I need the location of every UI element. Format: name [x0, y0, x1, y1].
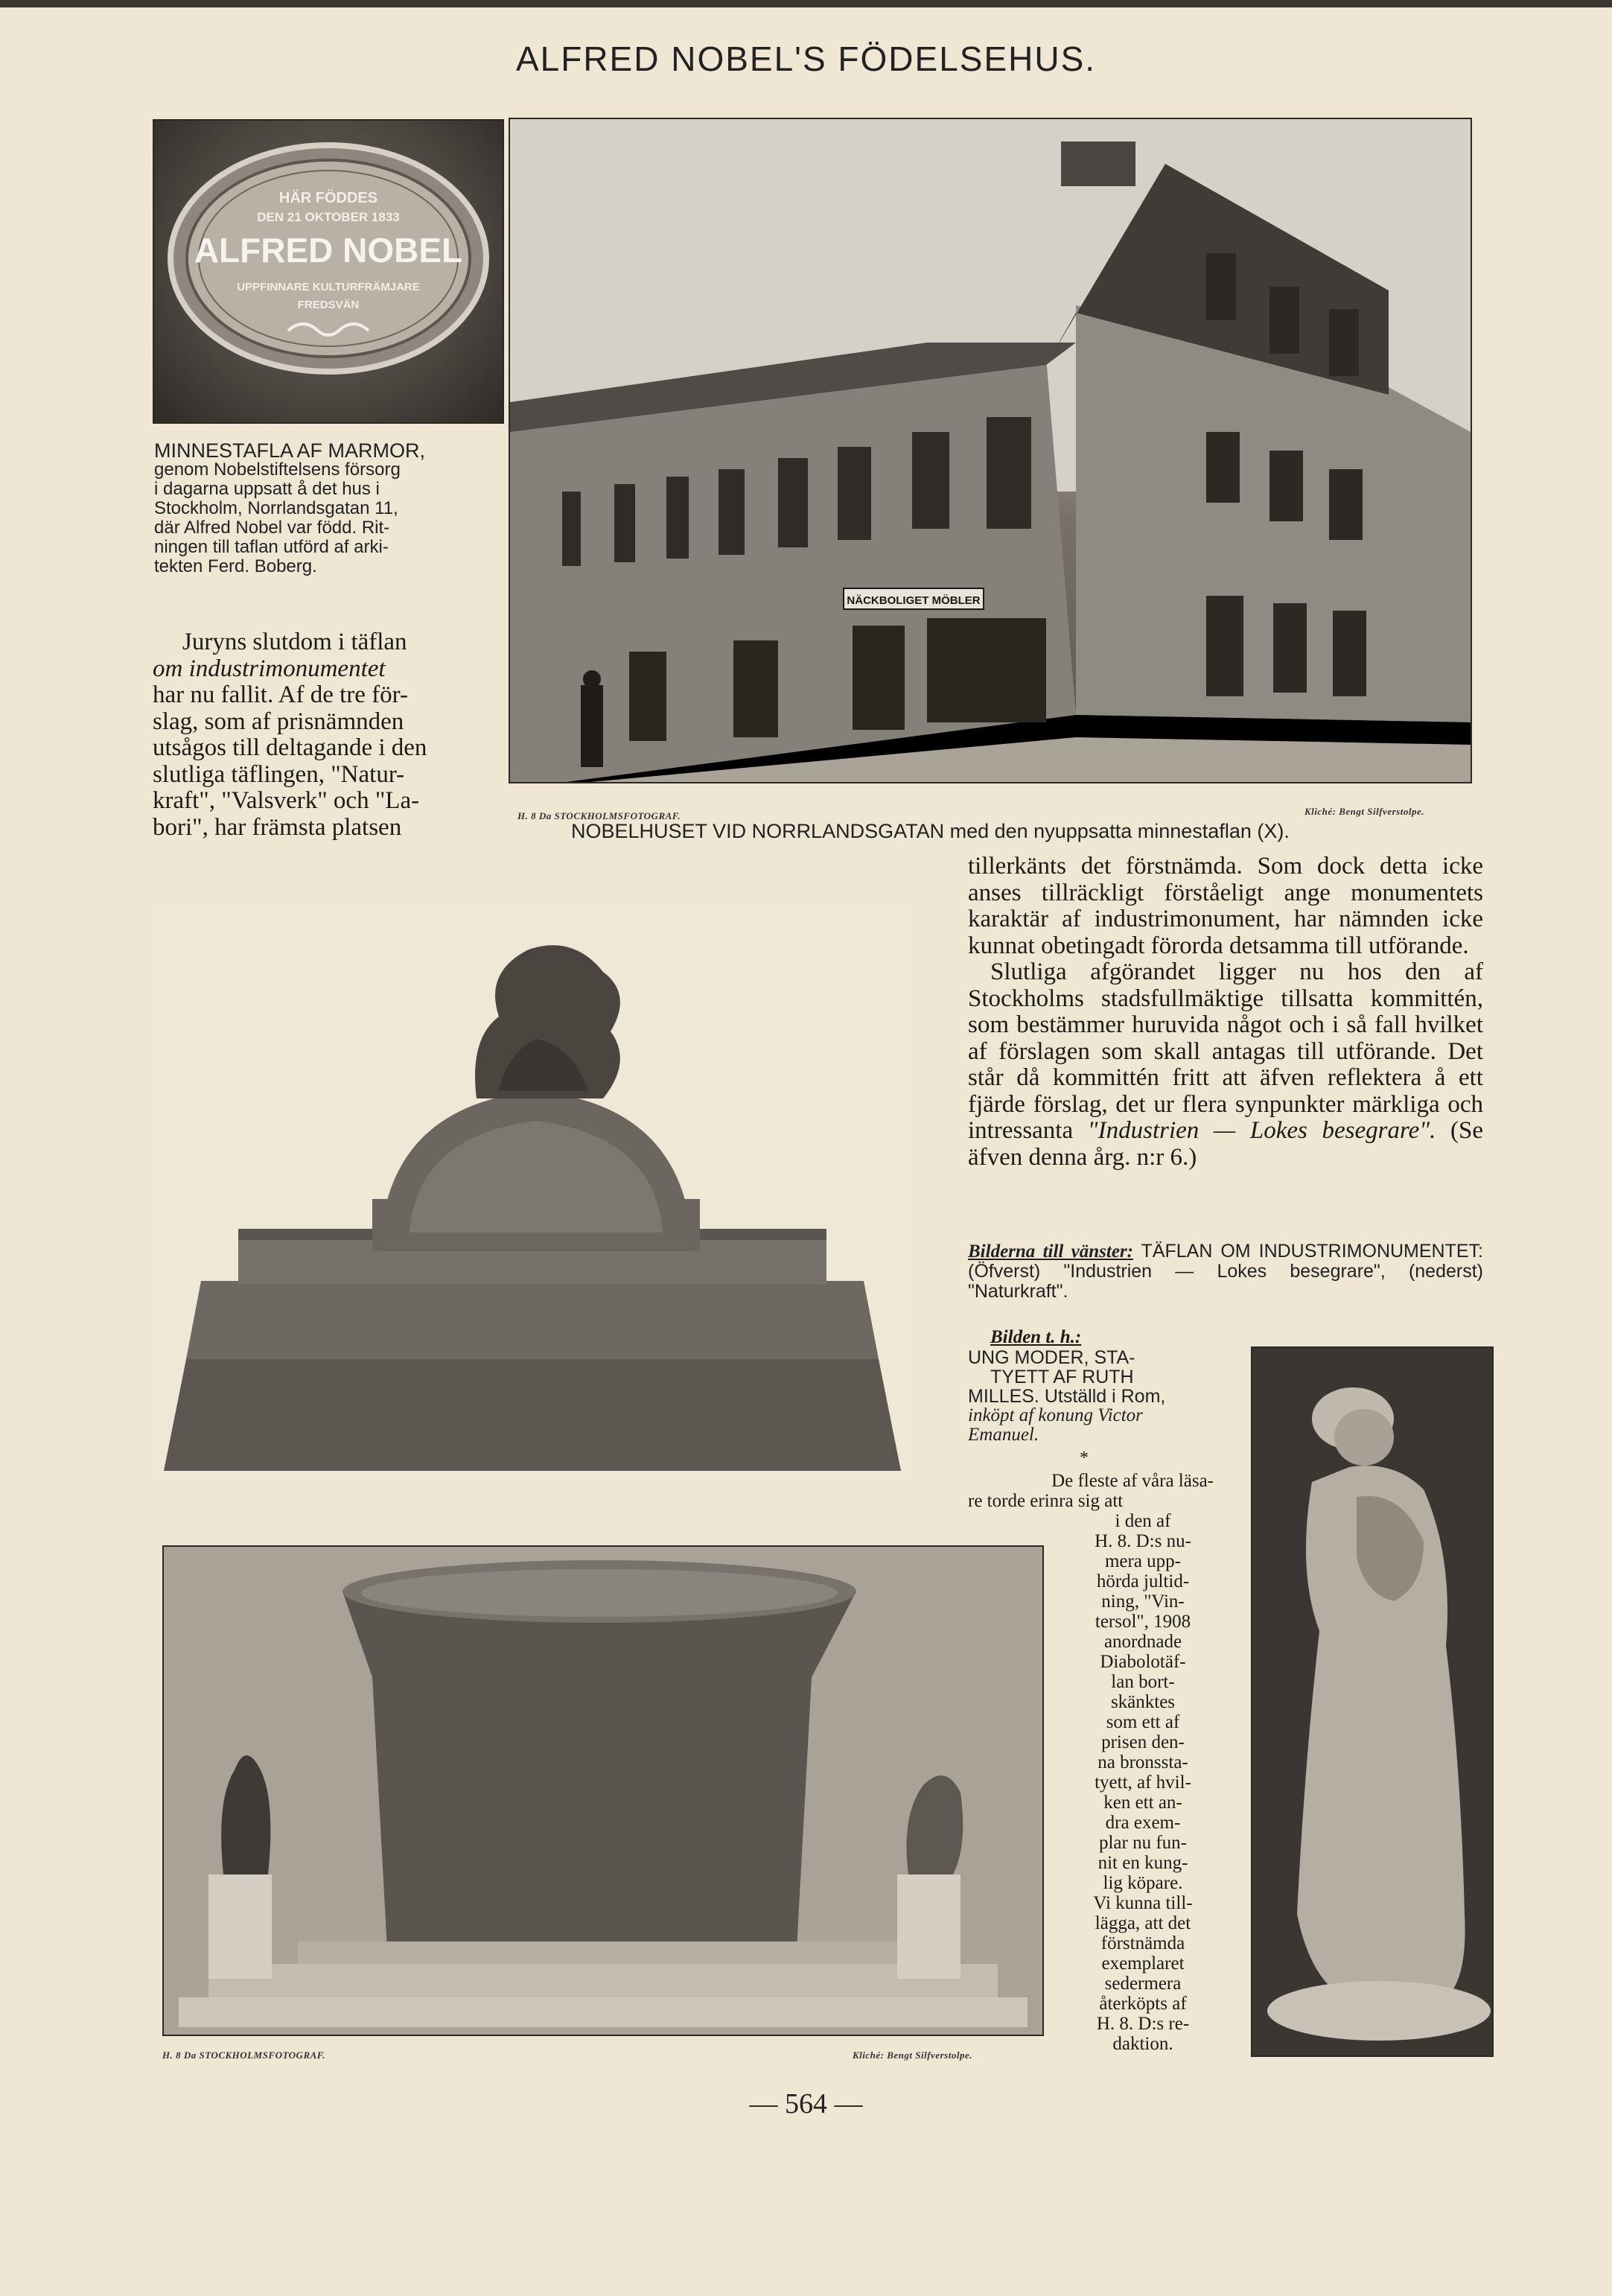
intro-line: har nu fallit. Af de tre för- [153, 681, 408, 708]
narrow-line: daktion. [1112, 2034, 1173, 2054]
narrow-line: mera upp- [1104, 1551, 1182, 1571]
narrow-line: anordnade [1103, 1632, 1182, 1652]
narrow-line: lan bort- [1111, 1672, 1175, 1692]
page-number: — 564 — [749, 2088, 863, 2119]
house-photo [509, 118, 1472, 783]
house-photo-caption: NOBELHUSET VID NORRLANDSGATAN med den nyuppsatta minnestaflan (X). [571, 820, 1290, 842]
right-caption-line: TYETT AF RUTH [990, 1367, 1134, 1387]
narrow-line: nit en kung- [1098, 1853, 1188, 1873]
plaque-line-2: DEN 21 OKTOBER 1833 [257, 210, 400, 224]
main-paragraph-2 [968, 959, 1483, 1171]
plaque-photo [153, 119, 504, 424]
bottom-credit-right: Kliché: Bengt Silfverstolpe. [853, 2049, 972, 2061]
right-image-caption [968, 1327, 1214, 1445]
right-caption-line: Emanuel. [968, 1425, 1039, 1445]
narrow-line: tyett, af hvil- [1095, 1772, 1191, 1793]
narrow-line: H. 8. D:s re- [1096, 2014, 1190, 2034]
intro-line: Juryns slutdom i täflan [182, 629, 407, 655]
intro-line: bori", har främsta platsen [153, 813, 402, 841]
plaque-caption [154, 441, 482, 576]
narrow-line: sedermera [1104, 1974, 1182, 1994]
monument-photo-lower [162, 1545, 1044, 2036]
page-header: ALFRED NOBEL'S FÖDELSEHUS. [515, 39, 1097, 78]
narrow-line: förstnämda [1100, 1933, 1185, 1953]
plaque-caption-line: Stockholm, Norrlandsgatan 11, [154, 498, 398, 518]
narrow-column-text [968, 1471, 1214, 2054]
plaque-line-1: HÄR FÖDDES [278, 190, 378, 206]
narrow-line: ken ett an- [1103, 1793, 1182, 1813]
left-images-caption-text: TÄFLAN OM INDUSTRIMONUMENTET: (Öfverst) "Industrien — Lokes besegrare", (nederst) "Naturkraft". [968, 1241, 1483, 1302]
plaque-caption-line: genom Nobelstiftelsens försorg [154, 459, 401, 480]
monument-photo-upper [156, 905, 912, 1478]
right-caption-line: MILLES. Utställd i Rom, [968, 1386, 1166, 1407]
narrow-line: tersol", 1908 [1095, 1612, 1191, 1632]
narrow-line: skänktes [1110, 1692, 1176, 1712]
plaque-line-5: FREDSVÄN [297, 299, 360, 311]
plaque-caption-line: tekten Ferd. Boberg. [154, 556, 317, 576]
narrow-line: återköpts af [1099, 1994, 1187, 2014]
intro-text [153, 629, 477, 841]
statue-photo [1251, 1346, 1494, 2057]
narrow-line: plar nu fun- [1098, 1833, 1188, 1853]
house-shop-sign: NÄCKBOLIGET MÖBLER [847, 594, 981, 607]
intro-line: slag, som af prisnämnden [153, 707, 404, 735]
intro-line: kraft", "Valsverk" och "La- [153, 787, 420, 814]
left-images-caption-lead: Bilderna till vänster: [968, 1241, 1133, 1262]
asterisk-divider: * [1080, 1448, 1089, 1468]
plaque-illustration [154, 121, 503, 422]
narrow-line: lig köpare. [1103, 1873, 1183, 1893]
plaque-caption-line: ningen till taflan utförd af arki- [154, 537, 389, 557]
statue-illustration [1252, 1348, 1492, 2055]
narrow-line: hörda jultid- [1096, 1571, 1190, 1591]
main-paragraph-2-lead: Slutliga afgörandet ligger nu hos den af Stockholms stadsfullmäktige tillsatta kommittén, som bestämmer huruvida något och i så fall hvilket af förslagen som skall antagas till utförande. Det står då kommittén fritt att äfven reflektera å ett fjärde förslag, det ur flera synpunkter märkliga och intressanta [968, 958, 1483, 1144]
plaque-caption-line: MINNESTAFLA AF MARMOR, [154, 439, 426, 462]
main-article-text [968, 853, 1483, 1171]
narrow-line: Diabolotäf- [1100, 1652, 1186, 1672]
narrow-line: Vi kunna till- [1093, 1893, 1193, 1913]
main-paragraph-2-tail: (Se äfven denna årg. n:r 6.) [968, 1117, 1484, 1171]
house-photo-credit-right: Kliché: Bengt Silfverstolpe. [1304, 806, 1424, 817]
left-images-caption [968, 1241, 1483, 1302]
narrow-line: na bronssta- [1098, 1752, 1188, 1772]
right-caption-line: inköpt af konung Victor [968, 1405, 1143, 1425]
plaque-line-3: ALFRED NOBEL [194, 231, 463, 270]
top-border [0, 0, 1612, 7]
narrow-line: i den af [1115, 1511, 1171, 1531]
narrow-line: exemplaret [1101, 1953, 1185, 1974]
narrow-line: De fleste af våra läsa- [1051, 1471, 1214, 1491]
plaque-caption-line: i dagarna uppsatt å det hus i [154, 479, 380, 499]
intro-line: utsågos till deltagande i den [153, 734, 427, 761]
house-photo-credit-left: H. 8 Da STOCKHOLMSFOTOGRAF. [517, 810, 681, 821]
plaque-line-4: UPPFINNARE KULTURFRÄMJARE [237, 281, 420, 293]
intro-line: slutliga täflingen, "Natur- [153, 760, 405, 788]
right-caption-line: UNG MODER, STA- [968, 1347, 1135, 1368]
house-illustration [510, 119, 1471, 782]
monument-upper-illustration [156, 905, 912, 1478]
main-paragraph-2-quote: "Industrien — Lokes besegrare". [1087, 1117, 1436, 1144]
narrow-line: som ett af [1106, 1712, 1180, 1732]
bottom-credit-left: H. 8 Da STOCKHOLMSFOTOGRAF. [162, 2049, 326, 2061]
right-caption-lead: Bilden t. h.: [990, 1327, 1082, 1347]
narrow-line: dra exem- [1105, 1813, 1181, 1833]
main-paragraph-1: tillerkänts det förstnämda. Som dock detta icke anses tillräckligt förståeligt ange monumentets karaktär af industrimonument, har nämnden icke kunnat obetingadt förorda detsamma till utförande. [968, 853, 1483, 959]
intro-line: om industrimonumentet [153, 655, 386, 682]
narrow-line: lägga, att det [1095, 1913, 1191, 1933]
pedestrian-figure [581, 685, 603, 767]
plaque-caption-line: där Alfred Nobel var född. Rit- [154, 518, 390, 538]
monument-lower-illustration [164, 1547, 1042, 2035]
narrow-line: re torde erinra sig att [968, 1491, 1124, 1511]
narrow-line: H. 8. D:s nu- [1095, 1531, 1191, 1551]
narrow-line: ning, "Vin- [1101, 1591, 1185, 1612]
narrow-line: prisen den- [1101, 1732, 1185, 1752]
